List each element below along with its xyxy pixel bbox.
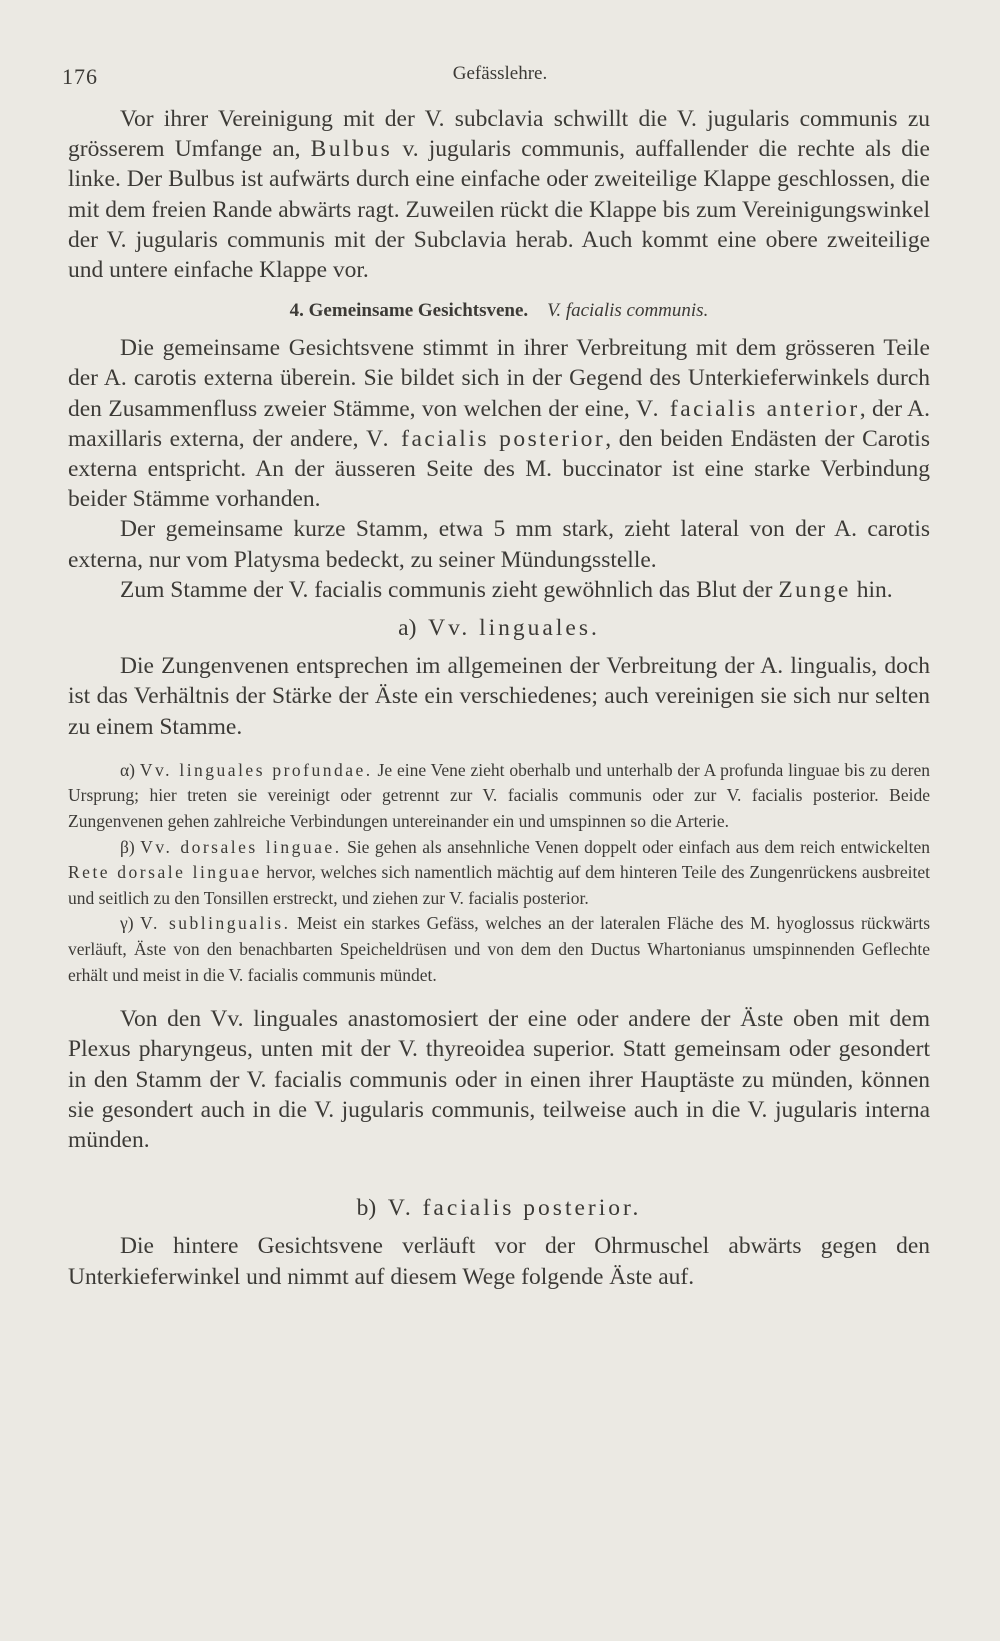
subsection-heading-a — [68, 613, 930, 643]
subsection-label: b) — [356, 1195, 377, 1222]
running-title: Gefässlehre. — [452, 63, 548, 84]
paragraph-anastomosen: Von den Vv. linguales anastomosiert der eine oder andere der Äste oben mit dem Plexus pharyngeus, unten mit der V. thyreoidea superior. Statt gemeinsam oder gesondert in den Stamm der V. facialis communis oder in einen ihrer Hauptäste zu münden, können sie gesondert auch in die V. jugularis communis, teilweise auch in die V. jugularis interna münden. — [68, 1006, 930, 1154]
section-title: 4. Gemeinsame Gesichtsvene. — [289, 300, 529, 322]
spaced-term: Rete dorsale linguae — [68, 862, 262, 883]
paragraph-zunge — [68, 575, 930, 605]
section-latin-name: V. facialis communis. — [547, 300, 709, 322]
subsection-title: V. facialis posterior. — [387, 1195, 642, 1222]
spaced-term: Vv. linguales profundae. — [139, 759, 373, 780]
text-run: Die gemeinsame Gesichtsvene stimmt in ihrer Verbreitung mit dem grösseren Teile der A. carotis externa überein. Sie bildet sich in der Gegend des Unterkieferwinkels durch den Zusammenfluss zweier Stämme, von welchen der eine, — [68, 335, 930, 422]
item-gamma — [68, 911, 930, 988]
text-run: Meist ein starkes Gefäss, welches an der lateralen Fläche des M. hyoglossus rückwärts verläuft, Äste von den benachbarten Speicheldrüsen und von dem den Ductus Whartonianus umspinnenden Geflechte erhält und meist in die V. facialis communis mündet. — [68, 913, 931, 985]
section-heading — [68, 299, 930, 323]
item-marker: α) — [120, 759, 135, 780]
text-run: , der A. maxillaris externa, der andere, — [68, 395, 930, 452]
spaced-term: V. facialis posterior — [366, 425, 606, 452]
item-alpha — [68, 758, 930, 835]
subsection-heading-b — [68, 1193, 930, 1223]
text-run: , den beiden Endästen der Carotis externa entspricht. An der äusseren Seite des M. buccinator ist eine starke Verbindung beider Stämme vorhanden. — [68, 425, 930, 513]
paragraph-gesichtsvene — [68, 333, 930, 514]
paragraph-stamm: Der gemeinsame kurze Stamm, etwa 5 mm stark, zieht lateral von der A. carotis externa, nur vom Platysma bedeckt, zu seiner Mündungsstelle. — [68, 516, 930, 573]
text-run: Sie gehen als ansehnliche Venen doppelt oder einfach aus dem reich entwickelten — [341, 836, 931, 857]
spaced-term: Zunge — [778, 576, 851, 603]
spaced-term: Bulbus — [310, 136, 393, 163]
text-run: hin. — [850, 576, 893, 603]
paragraph-hintere-gesichtsvene: Die hintere Gesichtsvene verläuft vor der Ohrmuschel abwärts gegen den Unterkieferwinkel und nimmt auf diesem Wege folgende Äste auf. — [68, 1233, 930, 1290]
spaced-term: Vv. dorsales linguae. — [140, 836, 342, 857]
subsection-title: Vv. linguales. — [428, 615, 600, 642]
text-run: v. jugularis communis, auffallender die rechte als die linke. Der Bulbus ist aufwärts durch eine einfache oder zweiteilige Klappe geschlossen, die mit dem freien Rande abwärts ragt. Zuweilen rückt die Klappe bis zum Vereinigungswinkel der V. jugularis communis mit der Subclavia herab. Auch kommt eine obere zweiteilige und untere einfache Klappe vor. — [68, 136, 930, 284]
item-marker: γ) — [120, 913, 134, 934]
page-number: 176 — [62, 64, 98, 89]
item-beta — [68, 835, 930, 912]
paragraph-zungenvenen: Die Zungenvenen entsprechen im allgemeinen der Verbreitung der A. lingualis, doch ist das Verhältnis der Stärke der Äste ein verschiedenes; auch vereinigen sie sich nur selten zu einem Stamme. — [68, 653, 930, 740]
text-body — [68, 104, 930, 1292]
text-run: Je eine Vene zieht oberhalb und unterhalb der A profunda linguae bis zu deren Ursprung; hier treten sie vereinigt oder getrennt zur V. facialis communis oder zur V. facialis posterior. Beide Zungenvenen gehen zahlreiche Verbindungen untereinander ein und umspinnen so die Arterie. — [68, 759, 931, 832]
item-marker: β) — [120, 836, 135, 857]
subsection-label: a) — [398, 615, 417, 642]
text-run: Vor ihrer Vereinigung mit der V. subclavia schwillt die V. jugularis communis zu grösserem Umfange an, — [68, 106, 930, 163]
text-run: Zum Stamme der V. facialis communis zieht gewöhnlich das Blut der — [120, 576, 779, 603]
paragraph-bulbus — [68, 104, 930, 285]
spaced-term: V. facialis anterior — [636, 395, 860, 422]
text-run: hervor, welches sich namentlich mächtig auf dem hinteren Teile des Zungenrückens ausbreitet und seitlich zu den Tonsillen erstreckt, und ziehen zur V. facialis posterior. — [68, 862, 930, 908]
spaced-term: V. sublingualis. — [140, 913, 291, 934]
